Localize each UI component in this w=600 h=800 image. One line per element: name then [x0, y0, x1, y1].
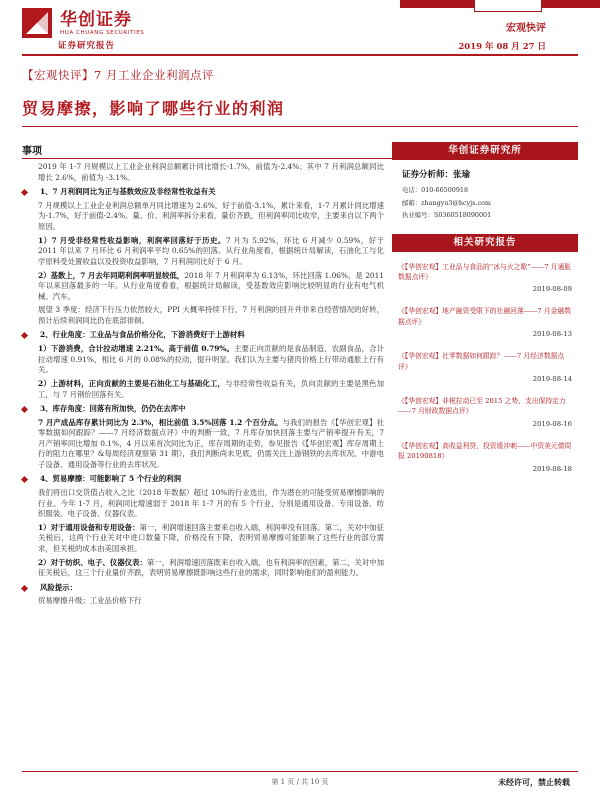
related-reports-list	[392, 252, 578, 473]
section-4-heading: 4、贸易摩擦：可能影响了 5 个行业的利润	[38, 474, 384, 485]
s4-p3-lead: 2）对于纺织、电子、仪器仪表：	[38, 557, 147, 567]
related-report-date: 2019-08-13	[532, 330, 572, 339]
section-label: 事项	[22, 146, 42, 157]
s2-p2-text: 与非经常性收益有关，负向贡献的主要是黑色加工，与 7 月钢价回落有关。	[38, 379, 384, 399]
s3-p1-text: 与我们的报告《【华创宏观】社零数据如何跟踪？——7 月经济数据点评》中的判断一致，7 月库存加快回落主要与产销率提升有关，7 月产销率同比增加 0.1%，4 月以来首次同比为正，库存周期的走势，参见报告《【华创宏观】库存周期上行的阻力在哪里？&每周经济观察第 31 期》，我们判断尚未见底，仍需关注上游钢铁的去库状况、中游电子设备、通用设备等行业的去库状况。	[38, 417, 384, 469]
related-report-item[interactable]	[398, 441, 572, 473]
s1-paragraph-2	[38, 236, 384, 268]
section-1-heading: 1、7 月利润同比为正与基数效应及非经常性收益有关	[38, 187, 384, 198]
analyst-contact	[392, 180, 578, 222]
related-report-item[interactable]	[398, 306, 572, 338]
s4-p2-text: 第一，利润增速回落主要来自收入端，利润率没有回落。第二，关对中加征关税后，这两个行业关对中进口数量下降，价格没有下降，表明贸易摩擦可能影响了这些行业的部分需求，但关税的成本由美国承担。	[38, 522, 384, 554]
related-report-item[interactable]	[398, 396, 572, 428]
related-report-title[interactable]: 《【华创宏观】地产融资受限下的社融回落——7 月金融数据点评》	[398, 307, 572, 326]
related-report-item[interactable]	[398, 262, 572, 294]
risk-text: 贸易摩擦升级；工业品价格下行	[38, 596, 142, 606]
s3-paragraph-1	[38, 418, 384, 471]
s4-p3-text: 第一，利润增速回落既来自收入端，也有利润率的因素，第二，关对中加征关税后，这三个行业量价齐跌，表明贸易摩擦既影响这些行业的需求，同时影响他们的盈利能力。	[38, 557, 384, 578]
logo-mark-icon	[22, 8, 52, 38]
analyst-license: 执业编号：S0360518090001	[402, 211, 492, 219]
copyright-note: 未经许可，禁止转载	[498, 777, 570, 787]
related-report-date: 2019-08-14	[532, 374, 572, 383]
related-report-title[interactable]: 《【华创宏观】工业品与食品的“冰与火之歌”——7 月通胀数据点评》	[398, 262, 572, 281]
analyst-email[interactable]: 邮箱：zhangyu3@hcyjs.com	[402, 198, 491, 207]
s4-paragraph-1: 我们将出口交货值占收入之比（2018 年数据）超过 10%的行业选出，作为潜在的可能受贸易摩擦影响的行业。今年 1-7 月，利润同比增速弱于 2018 年 1-7 月的有 5 个行业，分别是通用设备、专用设备、纺织服装、电子设备、仪器仪表。	[38, 487, 384, 519]
related-report-title[interactable]: 《【华创宏观】非税拉动已至 2015 之势，支出保持定力——7 月财政数据点评》	[398, 396, 566, 416]
header-divider	[22, 54, 578, 56]
intro-paragraph: 2019 年 1-7 月规模以上工业企业利润总额累计同比增长-1.7%，前值为-2.4%；其中 7 月利润总额同比增长 2.6%，前值为 -3.1%。	[38, 162, 384, 182]
report-date: 2019 年 08 月 27 日	[458, 42, 546, 52]
related-report-date: 2019-08-16	[532, 419, 572, 428]
s2-p1-lead: 1）下游消费，合计拉动增速 2.21%。高于前值 0.79%。	[38, 344, 234, 354]
s4-paragraph-3	[38, 558, 384, 579]
footer-divider	[22, 771, 578, 772]
s1-paragraph-3	[38, 271, 384, 303]
section-3-heading: 3、库存角度：回落有所加快，仍仍在去库中	[38, 404, 384, 415]
s2-paragraph-1	[38, 344, 384, 376]
title-divider	[22, 126, 578, 127]
related-report-title[interactable]: 《【华创宏观】社零数据如何跟踪？——7 月经济数据点评》	[398, 352, 565, 371]
logo-english: HUA CHUANG SECURITIES	[60, 29, 145, 36]
s1-p2-lead: 1）7 月受非经常性收益影响，利润率回落好于历史。	[38, 235, 226, 245]
analyst-phone: 电话：010-66500918	[402, 186, 469, 194]
s1-p2-text: 7 月为 5.92%，环比 6 月减少 0.59%，好于 2011 年以来 7 月环比 6 月利润率平均 0.65%的回落。从行业角度看，根据统计局解读，石油化工与化学原料受处置收益以及投资收益影响，7 月利润同比好于 6 月。	[38, 235, 384, 266]
s4-p2-lead: 1）对于通用设备和专用设备：	[38, 522, 140, 532]
section-divider	[22, 158, 454, 159]
s2-paragraph-2	[38, 379, 384, 400]
s3-p1-lead: 7 月产成品库存累计同比为 2.3%，相比前值 3.5%回落 1.2 个百分点。	[38, 417, 283, 427]
related-report-title[interactable]: 《【华创宏观】高收益利贷，投资缓冲刺——中资美元债周报 20190818》	[398, 441, 572, 461]
related-report-date: 2019-08-18	[532, 464, 572, 473]
page-number: 第 1 页 / 共 10 页	[271, 778, 329, 786]
s4-paragraph-2	[38, 523, 384, 555]
related-report-item[interactable]	[398, 351, 572, 383]
institute-bar: 华创证券研究所	[392, 142, 578, 160]
s2-p1-text: 主要正向贡献的是食品制造、农副食品，合计拉动增速 0.91%，相比 6 月的 0.08%的拉动，提升明显。我们认为主要与猪肉价格上行带动通胀上行有关。	[38, 344, 384, 375]
logo-chinese: 华创证券	[60, 9, 132, 30]
company-logo	[22, 8, 144, 38]
s1-paragraph-4: 展望 3 季度：经济下行压力依然较大，PPI 大概率持续下行，7 月利润的回升并非来自经营情况的好转，预计后续利润同比仍在底部徘徊。	[38, 305, 384, 326]
related-reports-bar: 相关研究报告	[392, 234, 578, 252]
section-2-heading: 2、行业角度：工业品与食品价格分化，下游消费好于上游材料	[38, 330, 384, 341]
related-report-date: 2019-08-09	[532, 285, 572, 294]
s1-p3-lead: 2）基数上，7 月去年同期利润率明显较低，	[38, 270, 185, 280]
s1-paragraph-1: 7 月规模以上工业企业利润总额单月同比增速为 2.6%，好于前值-3.1%，累计来看，1-7 月累计同比增速为-1.7%，好于前值-2.4%。量、价、利润率拆分来看，量价齐跌，但利润率同比收窄，主要来自以下两个原因。	[38, 200, 384, 231]
report-subtitle: 【宏观快评】7 月工业企业利润点评	[22, 68, 214, 82]
risk-heading: 风险提示：	[38, 583, 384, 594]
header-accent-box	[474, 0, 542, 12]
report-title: 贸易摩擦，影响了哪些行业的利润	[22, 99, 285, 118]
report-type: 宏观快评	[506, 23, 546, 34]
s2-p2-lead: 2）上游材料，正向贡献的主要是石油化工与基础化工，	[38, 379, 226, 388]
main-body	[38, 162, 384, 610]
department-label: 证券研究报告	[58, 41, 116, 51]
analyst-name: 证券分析师：张瑜	[402, 170, 471, 180]
s1-p3-text: 2018 年 7 月利润率为 6.13%，环比回落 1.06%，是 2011 年以来回落最多的一年。从行业角度看看，根据统计局解读，受基数效应影响比较明显的行业有电气机械、汽车。	[38, 270, 384, 301]
sidebar	[392, 142, 578, 486]
